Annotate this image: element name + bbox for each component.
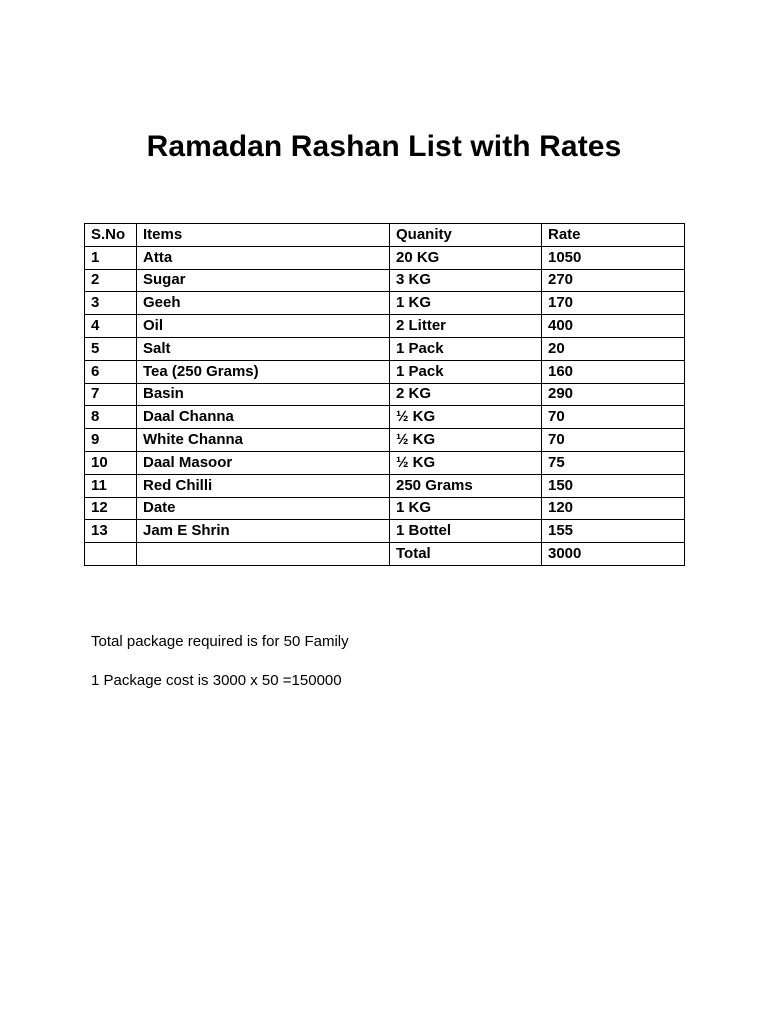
- cell-item: White Channa: [137, 429, 390, 452]
- cell-sno: 6: [85, 360, 137, 383]
- cell-item: Sugar: [137, 269, 390, 292]
- cell-quantity: ½ KG: [390, 429, 542, 452]
- cell-quantity: 20 KG: [390, 246, 542, 269]
- cell-item: Atta: [137, 246, 390, 269]
- table-row: [85, 497, 685, 520]
- cell-rate: 20: [542, 337, 685, 360]
- cell-item: Geeh: [137, 292, 390, 315]
- cell-sno: 1: [85, 246, 137, 269]
- table-row: [85, 337, 685, 360]
- cell-quantity: 2 KG: [390, 383, 542, 406]
- cell-empty: [85, 543, 137, 566]
- cell-rate: 155: [542, 520, 685, 543]
- cell-quantity: 1 KG: [390, 292, 542, 315]
- table-row: [85, 269, 685, 292]
- cell-rate: 75: [542, 451, 685, 474]
- table-row: [85, 383, 685, 406]
- cell-rate: 400: [542, 315, 685, 338]
- cell-quantity: 1 Pack: [390, 360, 542, 383]
- cell-sno: 11: [85, 474, 137, 497]
- table-row: [85, 406, 685, 429]
- document-title: Ramadan Rashan List with Rates: [146, 130, 622, 163]
- rashan-rate-table: [84, 223, 685, 566]
- cell-quantity: 1 Bottel: [390, 520, 542, 543]
- cell-quantity: ½ KG: [390, 406, 542, 429]
- package-cost-note: 1 Package cost is 3000 x 50 =150000: [91, 672, 342, 689]
- header-quantity: Quanity: [390, 224, 542, 247]
- cell-rate: 70: [542, 429, 685, 452]
- cell-rate: 150: [542, 474, 685, 497]
- cell-rate: 70: [542, 406, 685, 429]
- cell-quantity: 1 KG: [390, 497, 542, 520]
- cell-rate: 290: [542, 383, 685, 406]
- cell-sno: 12: [85, 497, 137, 520]
- cell-sno: 7: [85, 383, 137, 406]
- table-body: [85, 246, 685, 565]
- cell-sno: 2: [85, 269, 137, 292]
- cell-item: Jam E Shrin: [137, 520, 390, 543]
- table-header-row: [85, 224, 685, 247]
- cell-empty: [137, 543, 390, 566]
- cell-rate: 270: [542, 269, 685, 292]
- table-row: [85, 429, 685, 452]
- cell-item: Daal Masoor: [137, 451, 390, 474]
- table-row: [85, 292, 685, 315]
- cell-sno: 3: [85, 292, 137, 315]
- header-rate: Rate: [542, 224, 685, 247]
- cell-quantity: 2 Litter: [390, 315, 542, 338]
- cell-rate: 160: [542, 360, 685, 383]
- cell-item: Daal Channa: [137, 406, 390, 429]
- cell-sno: 10: [85, 451, 137, 474]
- total-label: Total: [390, 543, 542, 566]
- cell-item: Oil: [137, 315, 390, 338]
- cell-rate: 170: [542, 292, 685, 315]
- header-items: Items: [137, 224, 390, 247]
- cell-item: Salt: [137, 337, 390, 360]
- table-row: [85, 451, 685, 474]
- cell-item: Date: [137, 497, 390, 520]
- cell-item: Red Chilli: [137, 474, 390, 497]
- cell-sno: 13: [85, 520, 137, 543]
- cell-sno: 9: [85, 429, 137, 452]
- total-value: 3000: [542, 543, 685, 566]
- table-total-row: [85, 543, 685, 566]
- table-row: [85, 520, 685, 543]
- cell-rate: 1050: [542, 246, 685, 269]
- cell-sno: 5: [85, 337, 137, 360]
- table-row: [85, 315, 685, 338]
- cell-quantity: 1 Pack: [390, 337, 542, 360]
- header-sno: S.No: [85, 224, 137, 247]
- cell-sno: 8: [85, 406, 137, 429]
- cell-quantity: 3 KG: [390, 269, 542, 292]
- cell-item: Tea (250 Grams): [137, 360, 390, 383]
- cell-rate: 120: [542, 497, 685, 520]
- package-note: Total package required is for 50 Family: [91, 633, 349, 650]
- cell-quantity: ½ KG: [390, 451, 542, 474]
- cell-item: Basin: [137, 383, 390, 406]
- table-row: [85, 360, 685, 383]
- cell-sno: 4: [85, 315, 137, 338]
- table-row: [85, 474, 685, 497]
- cell-quantity: 250 Grams: [390, 474, 542, 497]
- table-row: [85, 246, 685, 269]
